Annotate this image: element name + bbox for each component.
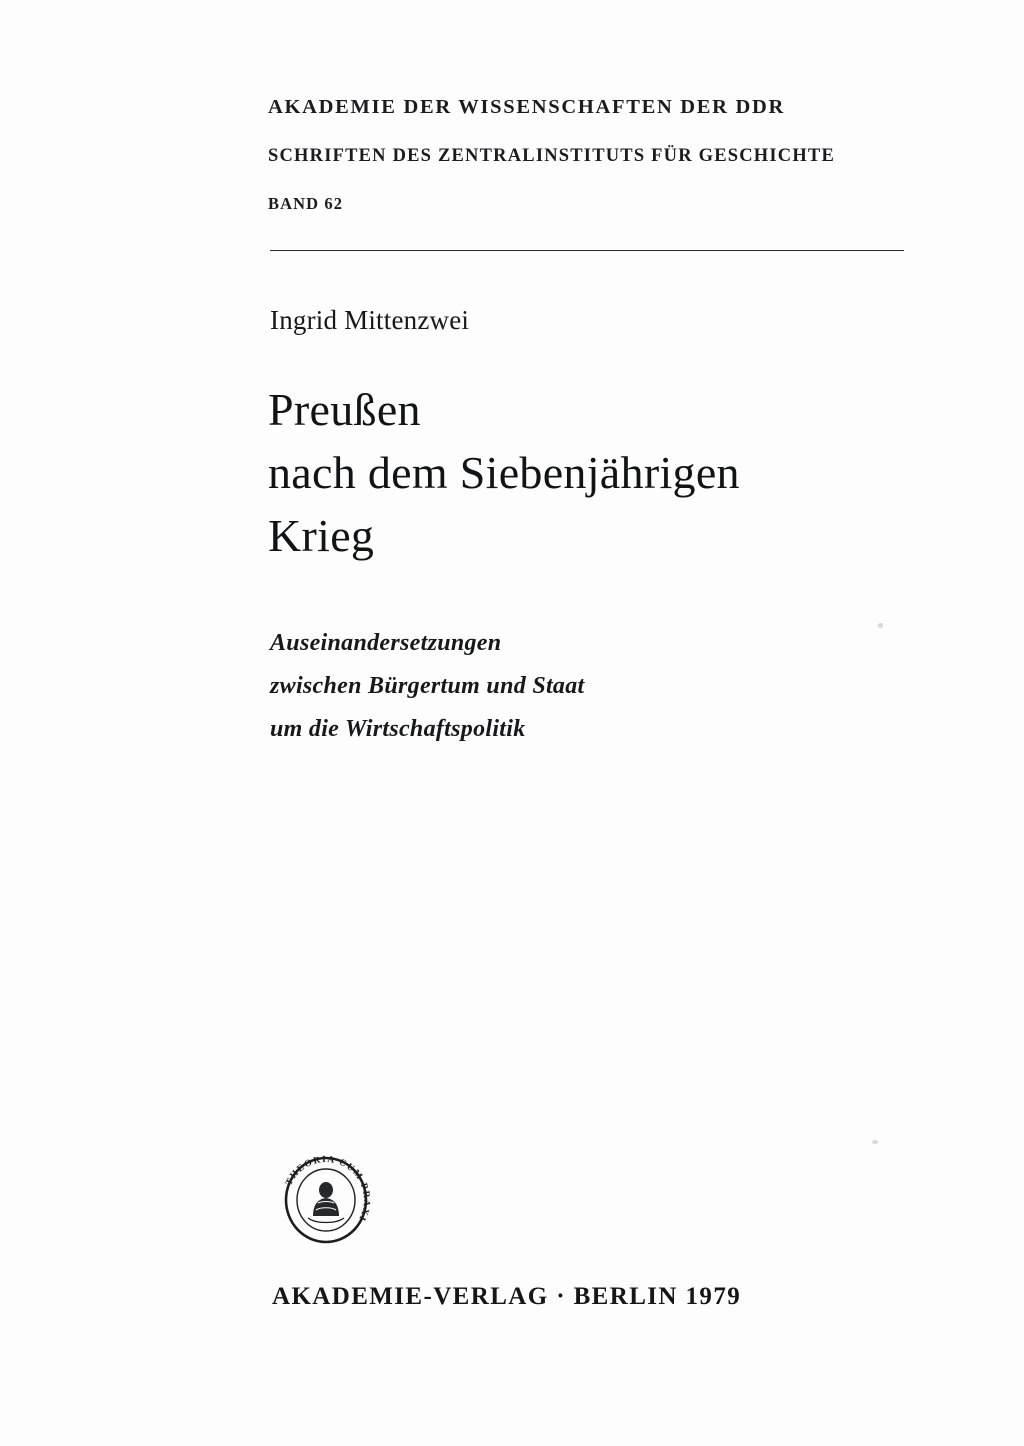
title-line-3: Krieg	[268, 510, 375, 561]
scan-speck	[872, 1140, 878, 1144]
scan-speck	[878, 623, 883, 628]
header-divider	[270, 250, 904, 251]
publisher-imprint: AKADEMIE-VERLAG · BERLIN 1979	[272, 1283, 742, 1310]
page-subtitle	[270, 622, 890, 751]
subtitle-line-2: zwischen Bürgertum und Staat	[270, 673, 585, 699]
author-name: Ingrid Mittenzwei	[270, 305, 470, 335]
page-title	[268, 378, 928, 567]
svg-text:THEORIA CUM PRAXI: THEORIA CUM PRAXI	[284, 1154, 372, 1224]
subtitle-line-3: um die Wirtschaftspolitik	[270, 716, 526, 742]
series-institute-line: SCHRIFTEN DES ZENTRALINSTITUTS FÜR GESCHICHTE	[268, 146, 835, 166]
series-volume-line: BAND 62	[268, 194, 344, 213]
subtitle-line-1: Auseinandersetzungen	[270, 630, 502, 656]
series-block	[268, 96, 908, 214]
publisher-seal-icon	[272, 1146, 380, 1254]
series-academy-line: AKADEMIE DER WISSENSCHAFTEN DER DDR	[268, 96, 786, 118]
title-line-1: Preußen	[268, 384, 421, 435]
title-line-2: nach dem Siebenjährigen	[268, 447, 740, 498]
